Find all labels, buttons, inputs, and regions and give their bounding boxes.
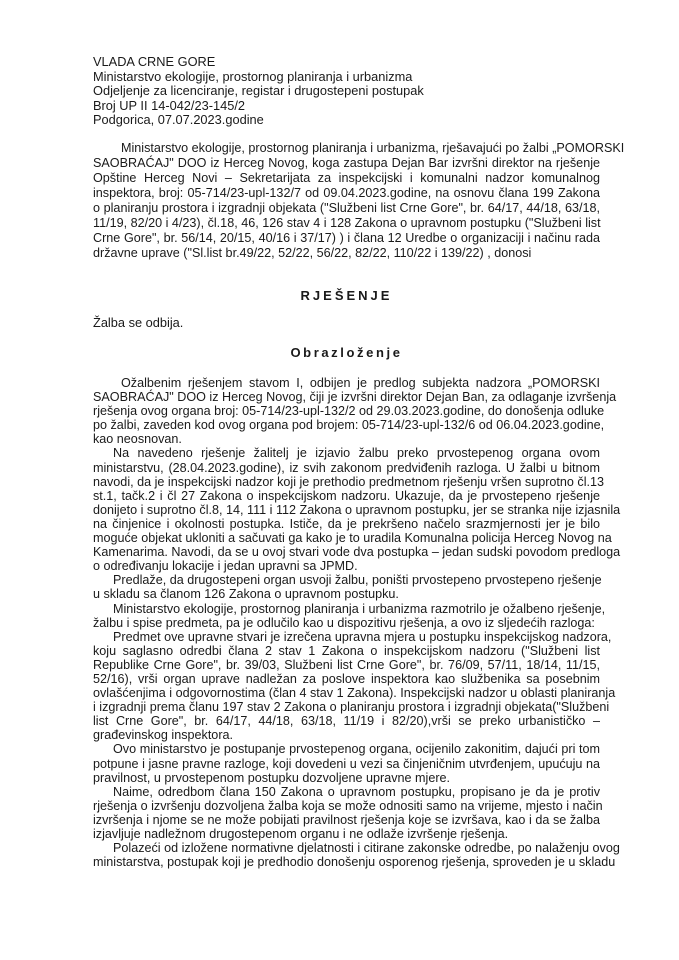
intro-line: državne uprave ("Sl.list br.49/22, 52/22, 56/22, 82/22, 110/22 i 139/22) , donosi	[93, 246, 532, 260]
paragraph-line: donijeto i suprotno čl.8, 14, 111 i 112 Zakona o upravnom postupku, jer se stranka nije izjasnila	[93, 502, 621, 517]
document-header	[93, 55, 424, 128]
intro-line: inspektora, broj: 05-714/23-upl-132/7 od 09.04.2023.godine, na osnovu člana 199 Zakona	[93, 186, 600, 200]
decision-title: RJEŠENJE	[300, 288, 393, 303]
paragraph-line: SAOBRAĆAJ" DOO iz Herceg Novog, čiji je izvršni direktor Dejan Ban, za odlaganje izvršenja	[93, 390, 617, 405]
paragraph-line: izvršenja i njome se ne može pobijati pravilnost rješenja koje se izvršava, kao i da se žalba	[93, 812, 600, 827]
paragraph-line: Ovo ministarstvo je postupanje prvostepenog organa, ocijenilo zakonitim, dajući pri tom	[113, 742, 600, 757]
paragraph-line: kao neosnovan.	[93, 432, 182, 447]
paragraph-line: Polazeći od izložene normativne djelatnosti i citirane zakonske odredbe, po nalaženju ovog	[113, 841, 620, 856]
paragraph-line: 52/16), vrši organ uprave nadležan za poslove inspektora kao službenika sa posebnim	[93, 671, 600, 686]
paragraph-line: Kamenarima. Navodi, da se u ovoj stvari vode dva postupka – jedan sudski povodom predloga	[93, 545, 621, 560]
header-line: VLADA CRNE GORE	[93, 54, 216, 69]
paragraph-line: list Crne Gore", br. 64/17, 44/18, 63/18, 11/19 i 82/20),vrši se preko urbanističko –	[93, 714, 600, 729]
paragraph-line: na činjenice i okolnosti postupka. Ističe, da je prekršeno načelo srazmjernosti jer je bilo	[93, 516, 600, 531]
intro-line: 11/19, 82/20 i 4/23), čl.18, 46, 126 stav 4 i 128 Zakona o upravnom postupku ("Službeni list	[93, 216, 601, 230]
paragraph-line: rješenja ovog organa broj: 05-714/23-upl-132/2 od 29.03.2023.godine, do donošenja odluke	[93, 404, 605, 419]
header-line: Broj UP II 14-042/23-145/2	[93, 97, 246, 113]
intro-paragraph	[93, 141, 625, 261]
intro-line: Ministarstvo ekologije, prostornog planiranja i urbanizma, rješavajući po žalbi „POMORSKI	[121, 141, 625, 155]
paragraph-line: Ožalbenim rješenjem stavom I, odbijen je predlog subjekta nadzora „POMORSKI	[121, 376, 600, 390]
paragraph-line: Na navedeno rješenje žalitelj je izjavio žalbu preko prvostepenog organa ovom	[113, 446, 600, 461]
paragraph-line: st.1, tačk.2 i čl 27 Zakona o inspekcijskom nadzoru. Ukazuje, da je prvostepeno rješenje	[93, 488, 600, 503]
intro-line: SAOBRAĆAJ" DOO iz Herceg Novog, koga zastupa Dejan Bar izvršni direktor na rješenje	[93, 156, 600, 170]
paragraph-line: moguće objekat ukloniti a sačuvati ga kako je to uradila Komunalna policija Herceg Novog na	[93, 531, 612, 546]
intro-line: Crne Gore", br. 56/14, 20/15, 40/16 i 37/17) ) i člana 12 Uredbe o organizaciji i načinu rada	[93, 231, 600, 245]
paragraph-line: ministarstva, postupak koji je predhodio donošenju osporenog rješenja, sproveden je u skladu	[93, 855, 616, 870]
paragraph-line: i izgradnji prema članu 197 stav 2 Zakona o planiranju prostora i izgradnji objekata("Službeni	[93, 700, 610, 715]
reasoning-body	[93, 376, 621, 870]
paragraph-line: Naime, odredbom člana 150 Zakona o upravnom postupku, propisano je da je protiv	[113, 784, 600, 799]
paragraph-line: o određivanju lokacije i jedan upravni sa JPMD.	[93, 559, 358, 574]
paragraph-line: po žalbi, zaveden kod ovog organa pod brojem: 05-714/23-upl-132/6 od 06.04.2023.godine,	[93, 418, 605, 433]
intro-line: o planiranju prostora i izgradnji objekata ("Službeni list Crne Gore", br. 64/17, 44/18, 63/18,	[93, 201, 600, 215]
header-line: Odjeljenje za licenciranje, registar i drugostepeni postupak	[93, 83, 424, 98]
header-line: Podgorica, 07.07.2023.godine	[93, 112, 264, 127]
paragraph-line: izjavljuje nadležnom drugostepenom organu i ne odlaže izvršenje rješenja.	[93, 827, 509, 841]
paragraph-line: u skladu sa članom 126 Zakona o upravnom postupku.	[93, 587, 399, 602]
paragraph-line: građevinskog inspektora.	[93, 728, 234, 743]
reasoning-title: Obrazloženje	[290, 345, 403, 360]
paragraph-line: Ministarstvo ekologije, prostornog planiranja i urbanizma razmotrilo je ožalbeno rješenje,	[113, 601, 606, 616]
paragraph-line: koju saglasno odredbi člana 2 stav 1 Zakona o inspekcijskom nadzoru ("Službeni list	[93, 643, 600, 658]
paragraph-line: rješenja o izvršenju dozvoljena žalba koja se može odnositi samo na vrijeme, mjesto i način	[93, 798, 603, 813]
paragraph-line: ministarstvu, (28.04.2023.godine), iz svih zakonom predviđenih razloga. U žalbi u bitnom	[93, 460, 600, 475]
paragraph-line: ovlašćenjima i odgovornostima (član 4 stav 1 Zakona). Inspekcijski nadzor u oblasti planiranja	[93, 686, 616, 701]
paragraph-line: Predmet ove upravne stvari je izrečena upravna mjera u postupku inspekcijskog nadzora,	[113, 629, 612, 644]
paragraph-line: žalbu i spise predmeta, pa je odlučilo kao u dispozitivu rješenja, a ovo iz sljedećih razloga:	[93, 615, 595, 630]
paragraph-line: navodi, da je inspekcijski nadzor koji je prethodio predmetnom rješenju vršen suprotno čl.13	[93, 474, 605, 489]
paragraph-line: pravilnost, u prvostepenom postupku dozvoljene upravne mjere.	[93, 770, 451, 785]
intro-line: Opštine Herceg Novi – Sekretarijata za inspekcijski i komunalni nadzor komunalnog	[93, 171, 600, 185]
header-line: Ministarstvo ekologije, prostornog planiranja i urbanizma	[93, 68, 413, 84]
paragraph-line: Republike Crne Gore", br. 39/03, Službeni list Crne Gore", br. 76/09, 57/11, 18/14, 11/15,	[93, 657, 600, 672]
decision-text: Žalba se odbija.	[93, 315, 184, 330]
paragraph-line: potpune i jasne pravne razloge, koji dovedeni u vezi sa činjeničnim utvrđenjem, upućuju na	[93, 756, 600, 771]
paragraph-line: Predlaže, da drugostepeni organ usvoji žalbu, poništi prvostepeno prvostepeno rješenje	[113, 573, 602, 588]
